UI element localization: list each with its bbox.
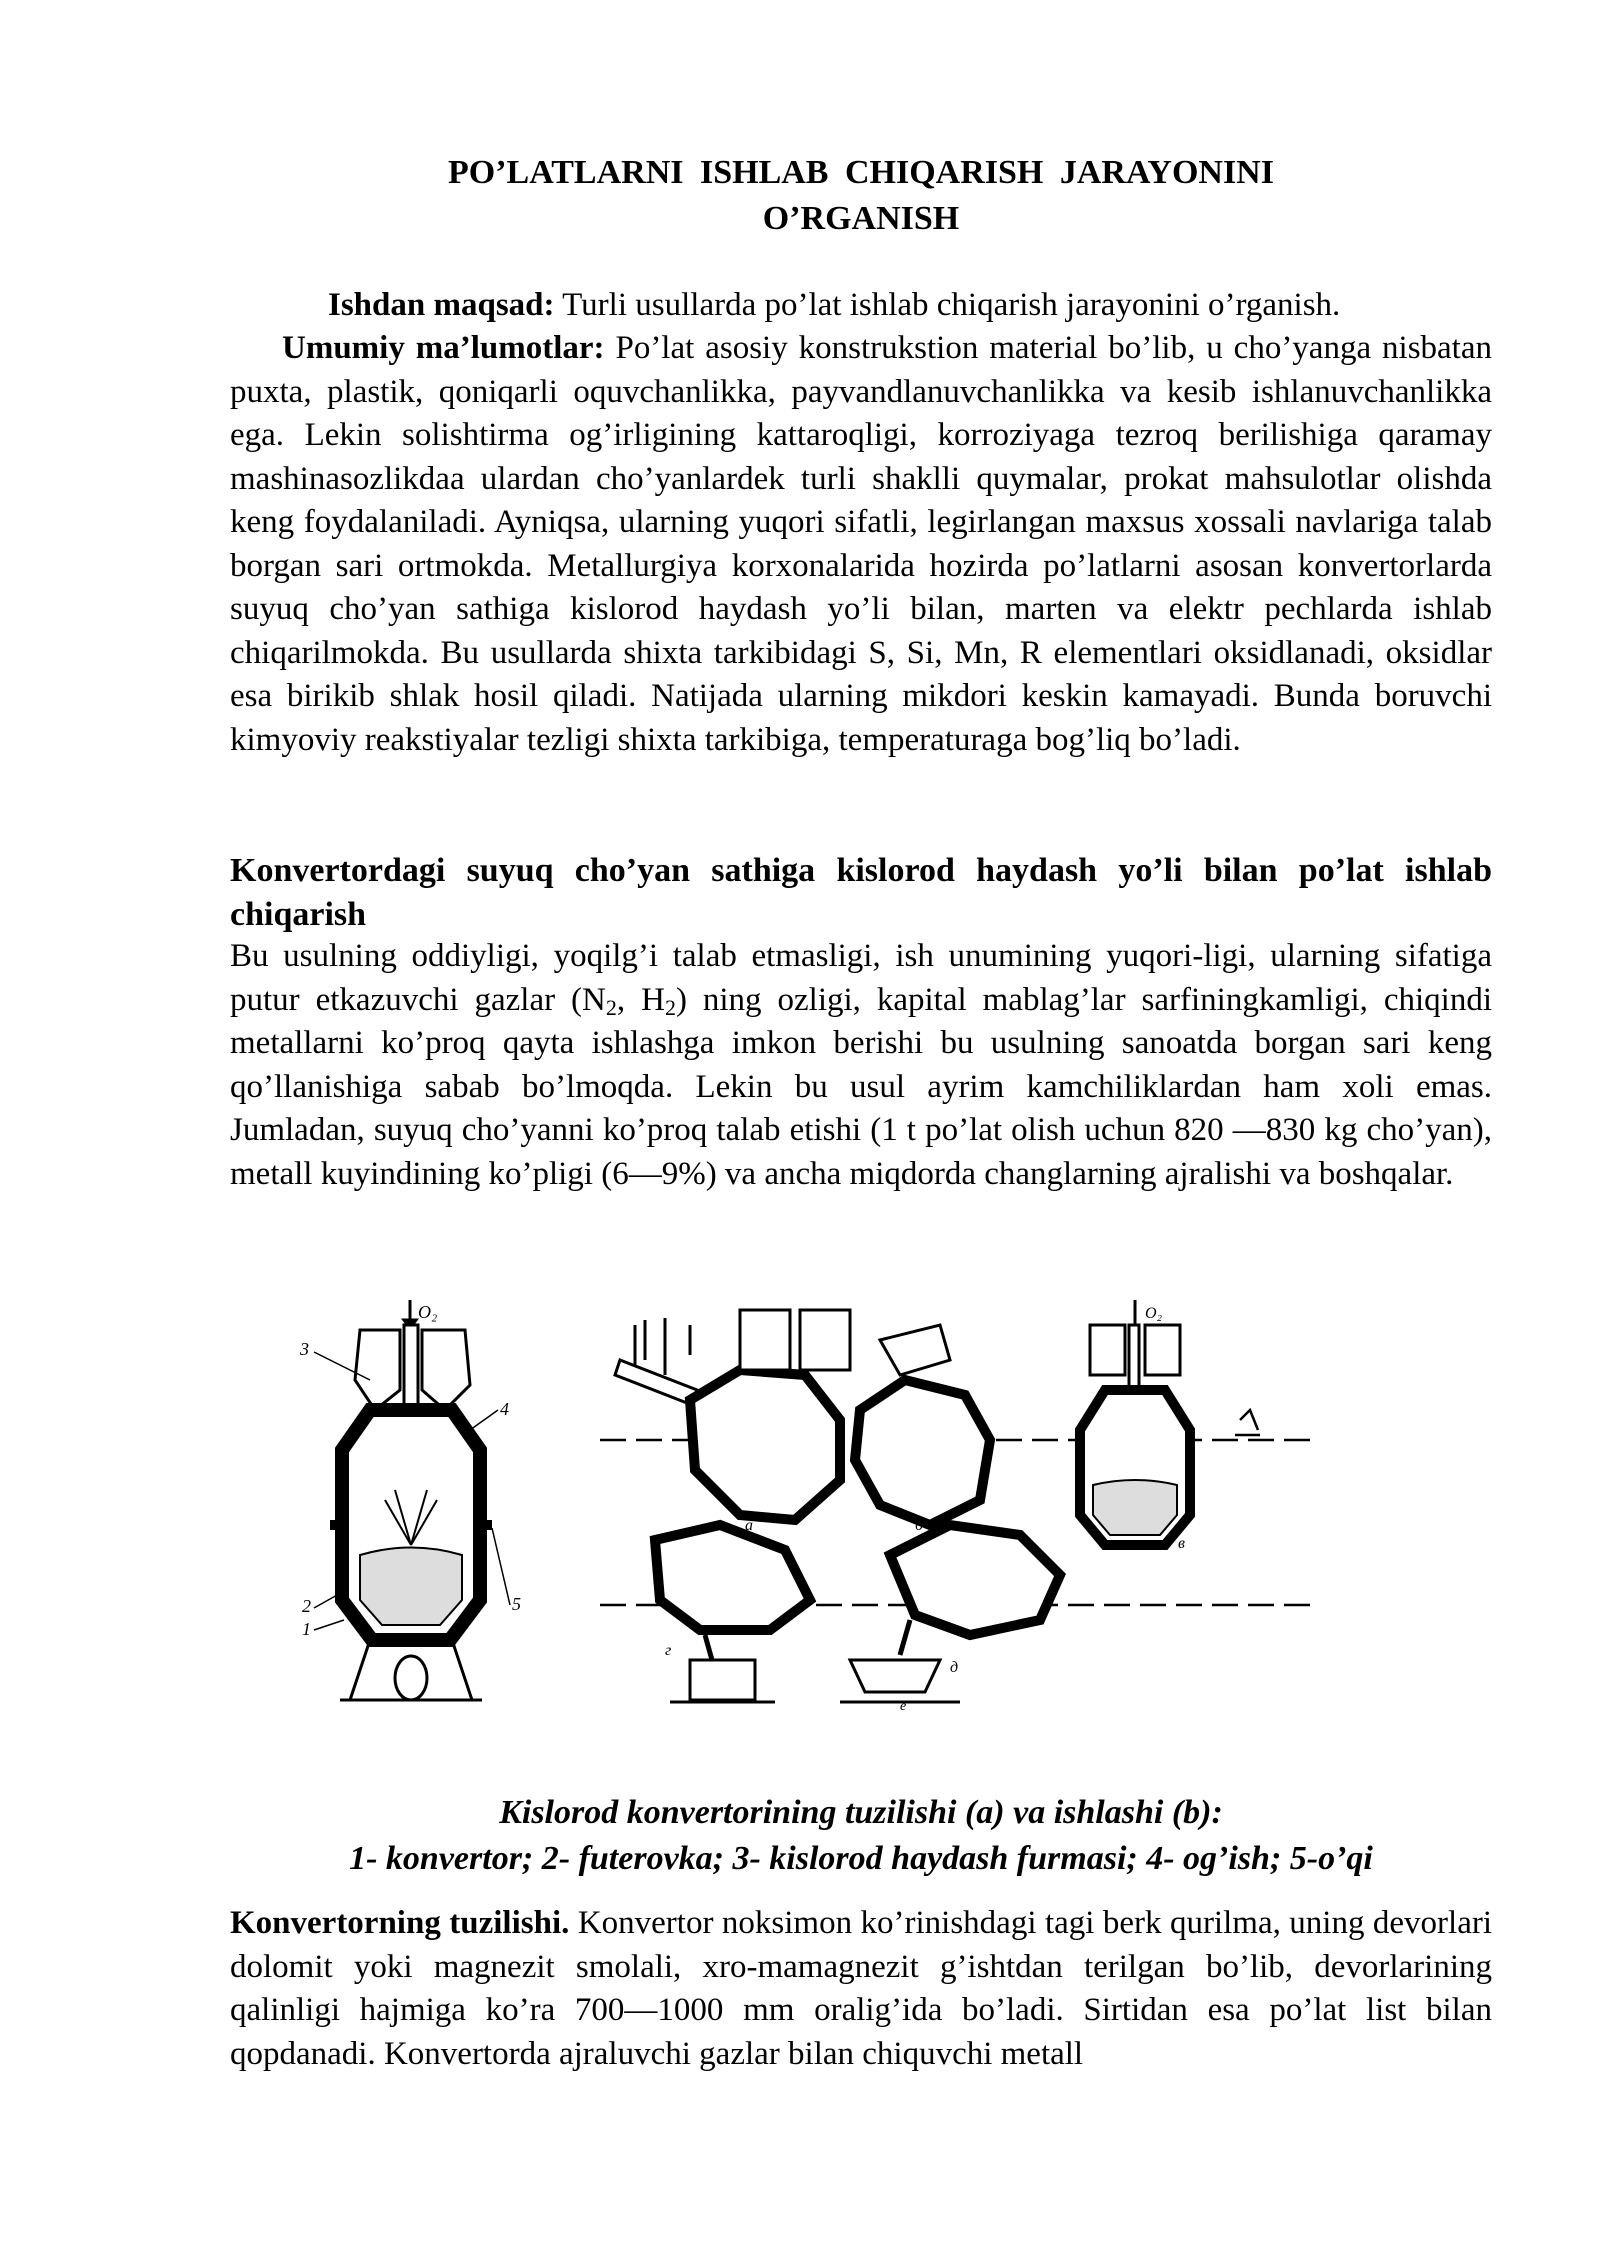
panel-label-a: а [745,1517,753,1534]
goal-paragraph [230,284,1492,328]
panel-label-d: д [950,1659,959,1676]
steel-stream [705,1635,712,1660]
structure-label: Konvertorning tuzilishi. [230,1905,570,1941]
method-text-a: Bu usulning oddiyligi, yoqilg’i talab etmasligi, ish unumining yuqori-ligi, ularning sifatiga putur etkazuvchi gazlar (N [230,938,1492,1018]
converter-tilted-g [655,1525,810,1630]
panel-label-g: г [665,1642,672,1659]
caption-line-1: Kislorod konvertorining tuzilishi (a) va ishlashi (b): [499,1794,1223,1831]
converter-figure [300,1300,1310,1710]
panel-label-v: в [1178,1535,1185,1552]
document-page [230,0,1492,2262]
method-text-b: , H [616,981,665,1018]
o2-label-right: O₂ [1145,1305,1163,1322]
label-4: 4 [500,1399,509,1419]
label-3: 3 [300,1339,309,1359]
goal-label: Ishdan maqsad: [328,287,555,323]
label-5: 5 [512,1594,521,1614]
panel-label-b: б [915,1517,924,1534]
title-line-2: O’RGANISH [762,200,960,237]
converter-tilted-a [690,1370,840,1520]
general-info-paragraph [230,327,1492,762]
scrap-chute [635,1318,690,1375]
caption-line-2: 1- konvertor; 2- futerovka; 3- kislorod haydash furmasi; 4- og’ish; 5-o’qi [349,1840,1373,1877]
converter-tilted-b [855,1380,990,1525]
panel-label-e: е [900,1699,907,1710]
method-text-c: ) ning ozligi, kapital mablag’lar sarfiningkamligi, chiqindi metallarni ko’proq qayta ishlashga imkon berishi bu usulning sanoatda borgan sari keng qo’llanishiga sabab bo’lmoqda. Lekin bu usul ayrim kamchiliklardan ham xoli emas. Jumladan, suyuq cho’yanni ko’proq talab etishi (1 t po’lat olish uchun 820 —830 kg cho’yan), metall kuyindining ko’pligi (6—9%) va ancha miqdorda changlarning ajralishi va boshqalar. [230,981,1492,1192]
converter-operation-sequence [600,1300,1310,1710]
general-info-label: Umumiy ma’lumotlar: [282,330,605,366]
goal-text: Turli usullarda po’lat ishlab chiqarish jarayonini o’rganish. [554,287,1341,323]
leader-1 [314,1620,344,1630]
slag-bowl [850,1660,940,1692]
hood-left-part [355,1330,400,1410]
ladle-hood-b-2 [800,1310,850,1370]
converter-tilted-d [890,1525,1060,1635]
steel-ladle [690,1660,755,1700]
slag-stream [900,1620,910,1655]
o2-label-left: O₂ [418,1302,438,1322]
label-1: 1 [302,1619,311,1639]
molten-metal [360,1548,462,1626]
section-heading: Konvertordagi suyuq cho’yan sathiga kislorod haydash yo’li bilan po’lat ishlab chiqarish [230,852,1492,933]
ladle-hood-b [740,1310,790,1370]
hood-right-part [422,1330,470,1410]
leader-4 [470,1410,498,1430]
general-info-text: Po’lat asosiy konstrukstion material bo’lib, u cho’yanga nisbatan puxta, plastik, qoniqarli oquvchanlikka, payvandlanuvchanlikka va kesib ishlanuvchanlikka ega. Lekin solishtirma og’irligining kattaroqligi, korroziyaga tezroq berilishiga qaramay mashinasozlikdaa ulardan cho’yanlardek turli shaklli quymalar, prokat mahsulotlar olishda keng foydalaniladi. Ayniqsa, ularning yuqori sifatli, legirlangan maxsus xossali navlariga talab borgan sari ortmokda. Metallurgiya korxonalarida hozirda po’latlarni asosan konvertorlarda suyuq cho’yan sathiga kislorod haydash yo’li bilan, marten va elektr pechlarda ishlab chiqarilmokda. Bu usullarda shixta tarkibidagi S, Si, Mn, R elementlari oksidlanadi, oksidlar esa birikib shlak hosil qiladi. Natijada ularning mikdori keskin kamayadi. Bunda boruvchi kimyoviy reakstiyalar tezligi shixta tarkibiga, temperaturaga bog’liq bo’ladi. [230,330,1492,758]
label-2: 2 [302,1596,311,1616]
melt-v [1093,1480,1177,1535]
converter-cross-section [300,1300,521,1700]
method-sub-2: 2 [664,994,676,1020]
iron-ladle [880,1325,950,1375]
title-line-1: PO’LATLARNI ISHLAB CHIQARISH JARAYONINI [448,154,1274,191]
operator-figure [1235,1410,1260,1435]
structure-paragraph [230,1902,1492,2076]
document-title [230,150,1492,242]
leader-5 [492,1528,510,1605]
method-paragraph [230,935,1492,1196]
structure-text: Konvertor noksimon ko’rinishdagi tagi berk qurilma, uning devorlari dolomit yoki magnezit smolali, xro-mamagnezit g’ishtdan terilgan bo’lib, devorlarining qalinligi hajmiga ko’ra 700—1000 mm oralig’ida bo’ladi. Sirtidan esa po’lat list bilan qopdanadi. Konvertorda ajraluvchi gazlar bilan chiquvchi metall [230,1905,1492,2072]
figure-caption [230,1790,1492,1882]
converter-support [340,1640,482,1700]
support-wheel [395,1656,427,1700]
method-sub-1: 2 [605,994,617,1020]
